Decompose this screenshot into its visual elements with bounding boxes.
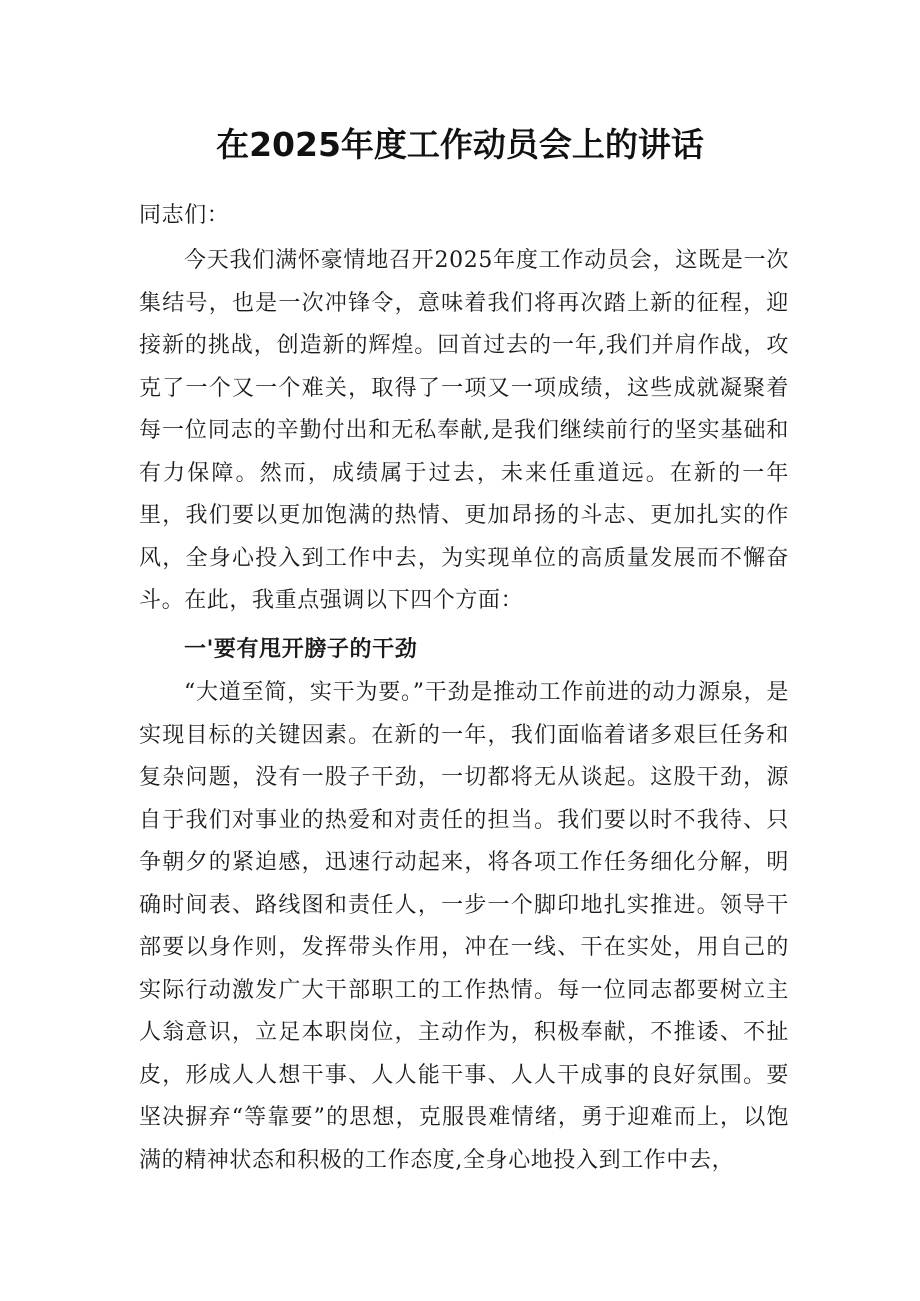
section-heading-1: 一'要有甩开膀子的干劲 [184, 636, 418, 662]
paragraph-intro: 今天我们满怀豪情地召开2025年度工作动员会，这既是一次集结号，也是一次冲锋令，意味着我们将再次踏上新的征程，迎接新的挑战，创造新的辉煌。回首过去的一年,我们并肩作战，攻克了一个又一个难关，取得了一项又一项成绩，这些成就凝聚着每一位同志的辛勤付出和无私奉献,是我们继续前行的坚实基础和有力保障。然而，成绩属于过去，未来任重道远。在新的一年里，我们要以更加饱满的热情、更加昂扬的斗志、更加扎实的作风，全身心投入到工作中去，为实现单位的高质量发展而不懈奋斗。在此，我重点强调以下四个方面： [139, 248, 789, 613]
document-title: 在2025年度工作动员会上的讲话 [216, 125, 704, 164]
paragraph-section-1: “大道至简，实干为要。”干劲是推动工作前进的动力源泉，是实现目标的关键因素。在新的一年，我们面临着诸多艰巨任务和复杂问题，没有一股子干劲，一切都将无从谈起。这股干劲，源自于我们对事业的热爱和对责任的担当。我们要以时不我待、只争朝夕的紧迫感，迅速行动起来，将各项工作任务细化分解，明确时间表、路线图和责任人，一步一个脚印地扎实推进。领导干部要以身作则，发挥带头作用，冲在一线、干在实处，用自己的实际行动激发广大干部职工的工作热情。每一位同志都要树立主人翁意识，立足本职岗位，主动作为，积极奉献，不推诿、不扯皮，形成人人想干事、人人能干事、人人干成事的良好氛围。要坚决摒弃“等靠要”的思想，克服畏难情绪，勇于迎难而上，以饱满的精神状态和积极的工作态度,全身心地投入到工作中去， [139, 680, 789, 1173]
greeting: 同志们： [139, 203, 230, 228]
